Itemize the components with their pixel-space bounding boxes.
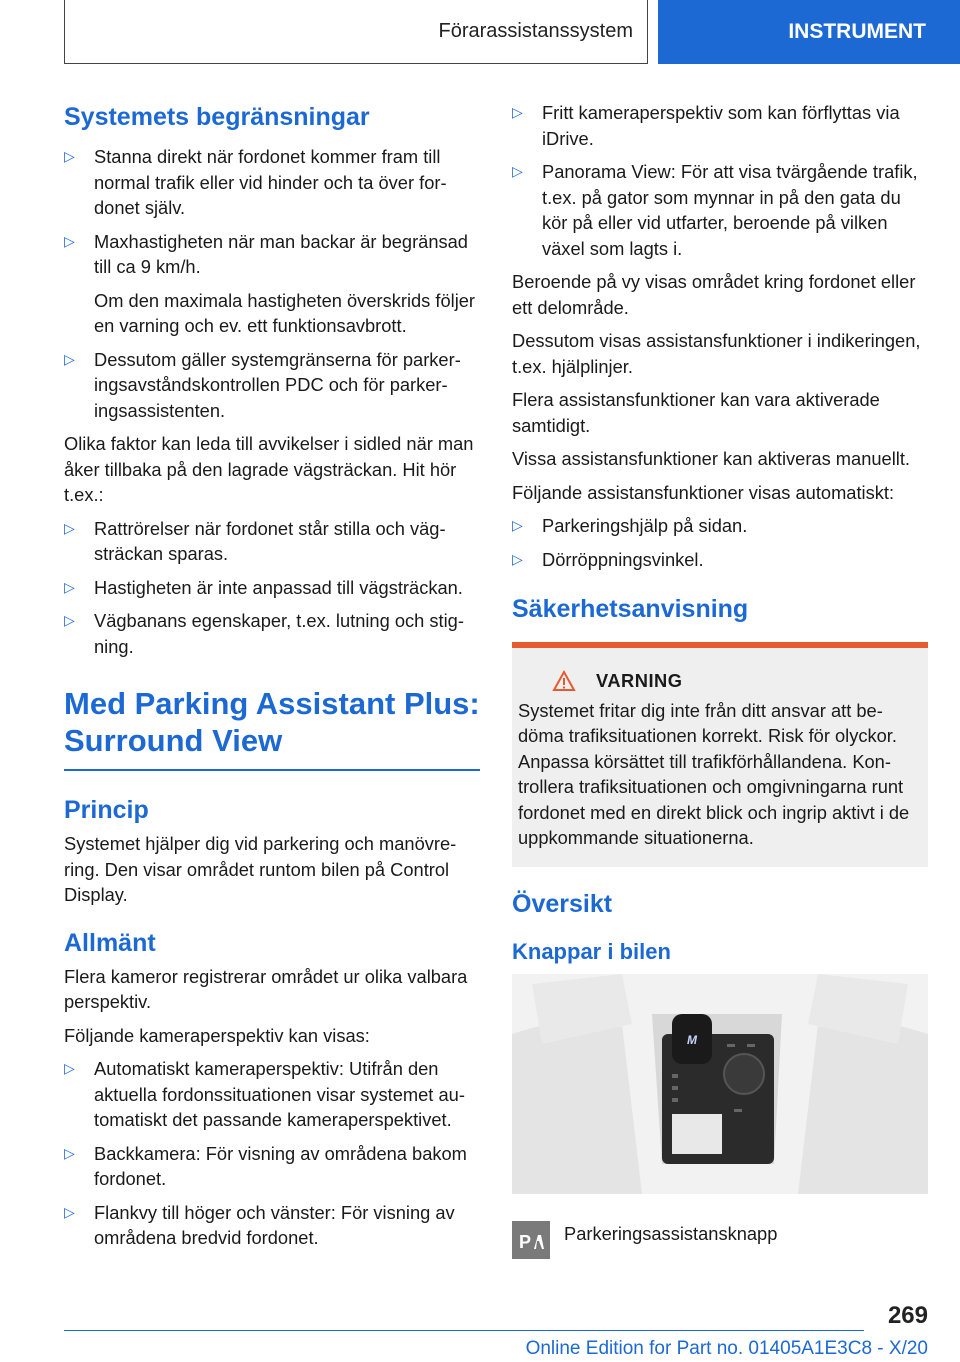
- warning-triangle-icon: [552, 670, 576, 692]
- triangle-bullet-icon: ▷: [512, 104, 523, 120]
- limits-list: [64, 144, 480, 280]
- paragraph: Följande assistansfunktioner visas automatiskt:: [512, 481, 895, 503]
- limits-list-cont: [64, 347, 480, 424]
- list-item: ▷ Backkamera: För visning av områdena bakom fordonet.: [64, 1142, 467, 1189]
- triangle-bullet-icon: ▷: [64, 148, 75, 164]
- heading-principle: Princip: [64, 796, 149, 824]
- triangle-bullet-icon: ▷: [64, 232, 75, 249]
- list-item: ▷ Parkeringshjälp på sidan.: [512, 513, 928, 539]
- triangle-bullet-icon: ▷: [64, 612, 75, 628]
- general-text-2: Följande kameraperspektiv kan visas:: [64, 1024, 370, 1046]
- camera-list-cont: [512, 100, 928, 261]
- paragraph: Beroende på vy visas området kring fordonet eller ett delområde.: [512, 271, 916, 318]
- center-console-photo: [512, 974, 928, 1194]
- paragraph: Dessutom visas assistansfunktioner i indikeringen, t.ex. hjälplinjer.: [512, 330, 921, 377]
- button-caption: Parkeringsassistansknapp: [564, 1222, 778, 1244]
- footer-rule: [64, 1330, 864, 1331]
- deviation-intro: Olika faktor kan leda till avvikelser i sidled när man åker tillbaka på den lagrade vägsträckan. Hit hör t.ex.:: [64, 433, 474, 505]
- list-item: ▷ Vägbanans egenskaper, t.ex. lutning och stigning.: [64, 610, 464, 657]
- chapter-title: INSTRUMENT: [788, 20, 926, 43]
- paragraph: Vissa assistansfunktioner kan aktiveras manuellt.: [512, 448, 910, 469]
- heading-overview: Översikt: [512, 889, 613, 918]
- triangle-bullet-icon: ▷: [512, 163, 523, 179]
- triangle-bullet-icon: ▷: [64, 578, 75, 595]
- triangle-bullet-icon: ▷: [64, 1060, 75, 1076]
- list-item: ▷ Stanna direkt när fordonet kommer fram till normal trafik eller vid hinder och ta över fordonet själv.: [64, 146, 447, 218]
- photo-logo-text: M: [687, 1033, 697, 1047]
- warning-box: [512, 642, 928, 867]
- camera-list: [64, 1056, 480, 1251]
- list-item: ▷ Dessutom gäller systemgränserna för parkeringsavståndskontrollen PDC och för parkeringsassistenten.: [64, 348, 461, 421]
- triangle-bullet-icon: ▷: [64, 519, 75, 536]
- triangle-bullet-icon: ▷: [64, 350, 75, 367]
- parking-assist-button-icon[interactable]: [512, 1221, 550, 1259]
- triangle-bullet-icon: ▷: [64, 1203, 75, 1220]
- heading-main: Med Parking Assistant Plus: Surround View: [64, 686, 480, 758]
- triangle-bullet-icon: ▷: [512, 517, 523, 533]
- list-item: ▷ Maxhastigheten när man backar är begränsad till ca 9 km/h.: [64, 230, 468, 277]
- triangle-bullet-icon: ▷: [512, 550, 523, 567]
- warning-header: [552, 668, 922, 694]
- heading-limits: Systemets begränsningar: [64, 103, 370, 131]
- heading-rule: [64, 769, 480, 771]
- list-item: ▷ Automatiskt kameraperspektiv: Utifrån den aktuella fordonssituationen visar systemet automatiskt det passande kameraperspektivet.: [64, 1058, 465, 1130]
- general-text-1: Flera kameror registrerar området ur olika valbara perspektiv.: [64, 965, 468, 1012]
- deviation-list: [64, 516, 480, 660]
- header-section: [64, 0, 648, 64]
- list-item: ▷ Rattrörelser när fordonet står stilla och vägsträckan sparas.: [64, 517, 446, 564]
- heading-general: Allmänt: [64, 928, 156, 957]
- list-item: ▷ Fritt kameraperspektiv som kan förflyttas via iDrive.: [512, 102, 900, 149]
- button-legend: [512, 1221, 928, 1259]
- triangle-bullet-icon: ▷: [64, 1144, 75, 1161]
- warning-title: VARNING: [596, 670, 683, 691]
- heading-buttons: Knappar i bilen: [512, 938, 671, 964]
- page-number: 269: [887, 1302, 928, 1329]
- list-item: ▷ Flankvy till höger och vänster: För visning av områdena bredvid fordonet.: [64, 1201, 455, 1248]
- header-chapter-tab[interactable]: [658, 0, 960, 64]
- svg-text:P: P: [519, 1231, 532, 1252]
- left-column: [64, 100, 480, 1259]
- list-item: ▷ Dörröppningsvinkel.: [512, 547, 928, 573]
- section-title: Förarassistanssystem: [438, 20, 633, 42]
- warning-text: Systemet fritar dig inte från ditt ansvar att bedöma trafiksituationen korrekt. Risk för olyckor. Anpassa körsättet till trafikförhållandena. Kontrollera trafiksituationen och omgivningarna runt fordonet med en direkt blick och ingrip aktivt i de uppkommande situationerna.: [518, 699, 910, 848]
- edition-link[interactable]: Online Edition for Part no. 01405A1E3C8 - X/20: [525, 1338, 928, 1359]
- list-item: ▷ Panorama View: För att visa tvärgående trafik, t.ex. på gator som mynnar in på den gata du kör på eller vid utfarter, beroende på vilken växel som lagts i.: [512, 161, 918, 259]
- auto-list: [512, 513, 928, 572]
- paragraph: Flera assistansfunktioner kan vara aktiverade samtidigt.: [512, 389, 880, 436]
- limits-item-note: Om den maximala hastigheten överskrids följer en varning och ev. ett funktionsavbrott.: [94, 289, 476, 336]
- list-item: ▷ Hastigheten är inte anpassad till vägsträckan.: [64, 575, 480, 601]
- principle-text: Systemet hjälper dig vid parkering och manövrering. Den visar området runtom bilen på Control Display.: [64, 833, 457, 905]
- right-column: [512, 100, 928, 1259]
- heading-safety: Säkerhetsanvisning: [512, 595, 749, 623]
